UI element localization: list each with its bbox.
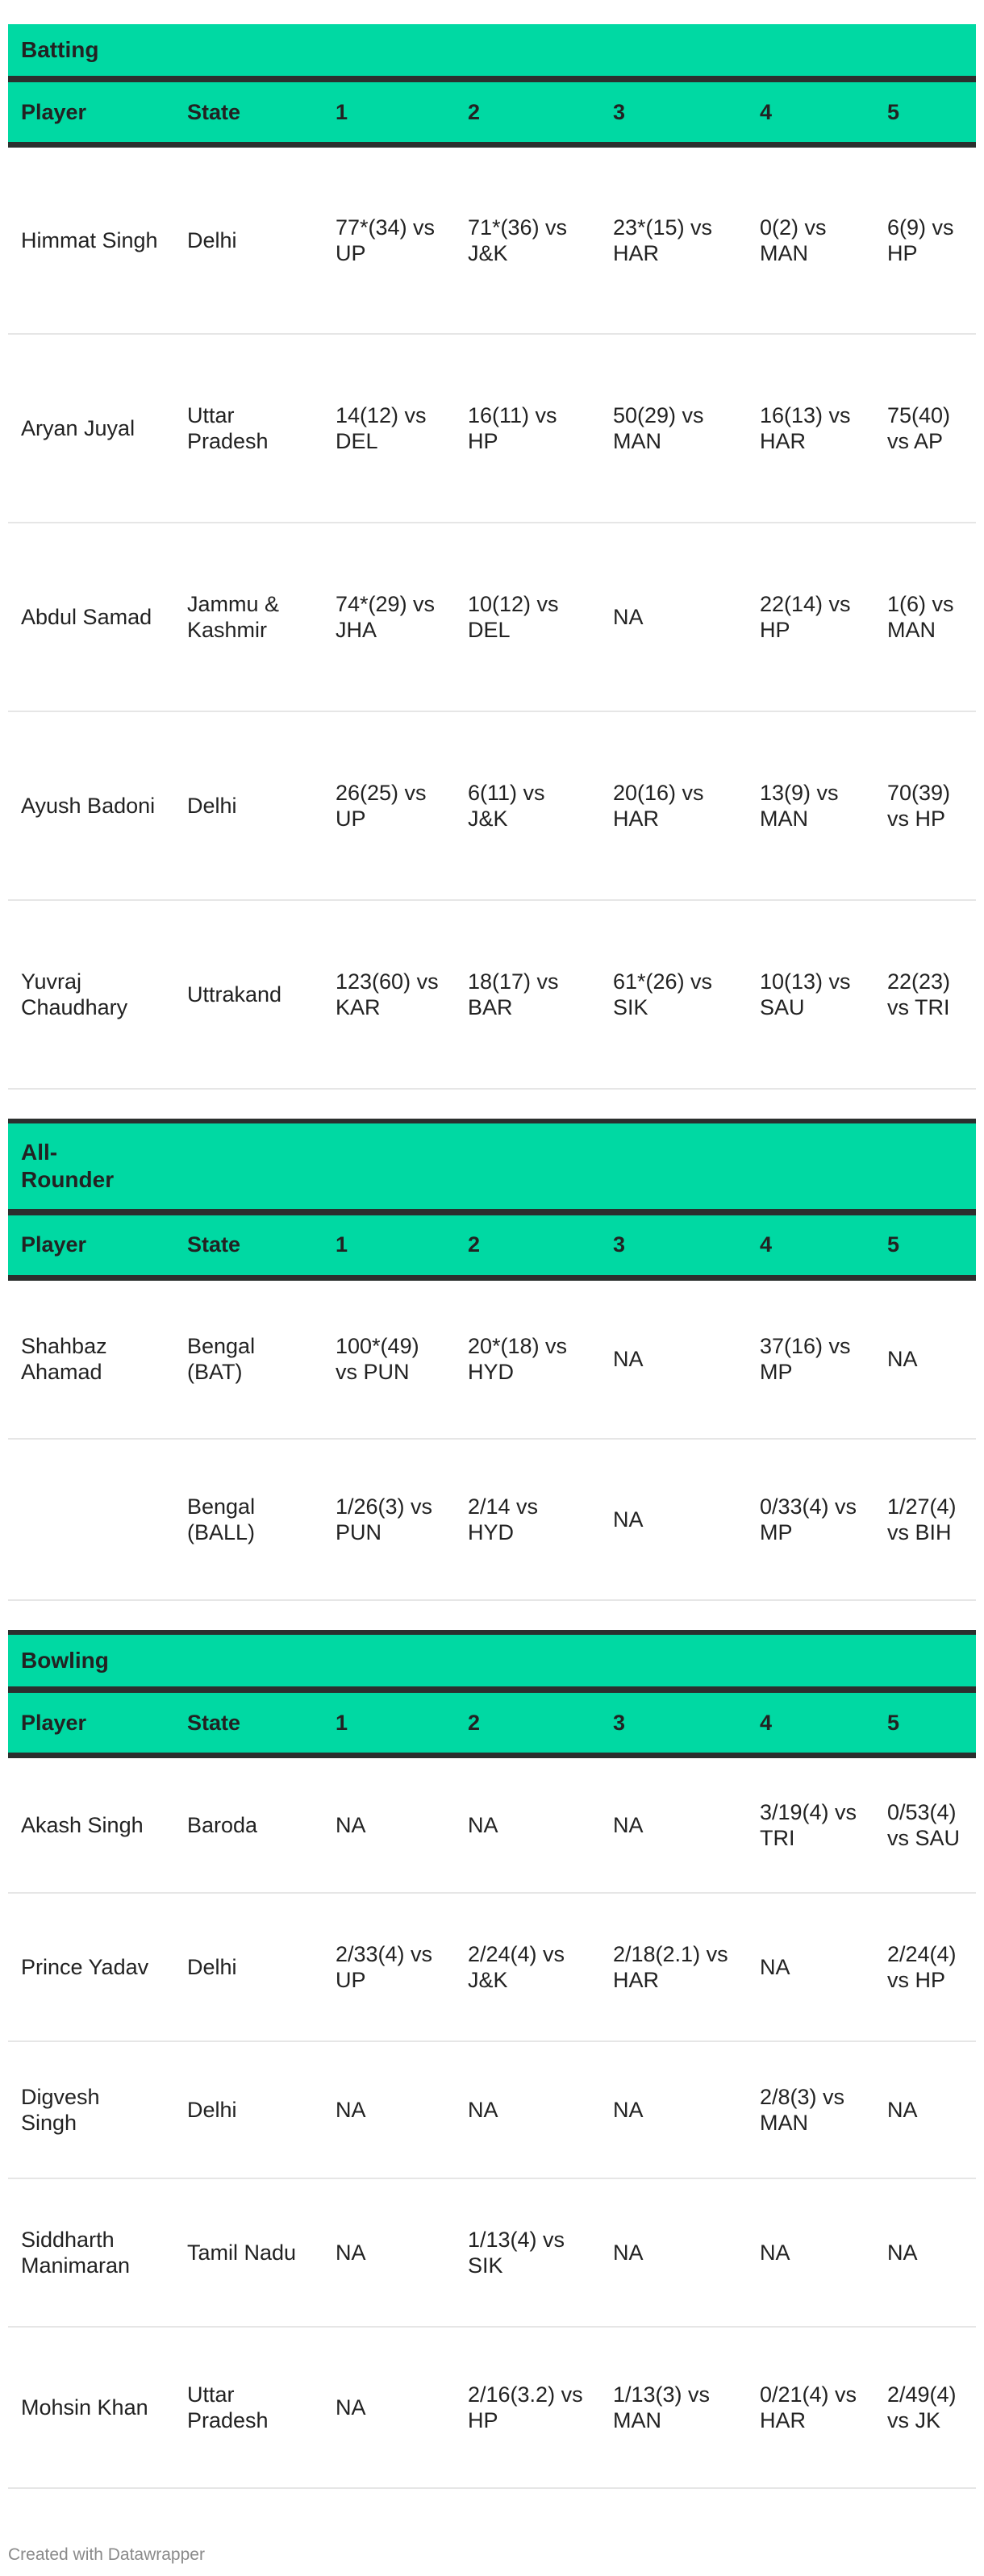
cell-state: Baroda	[174, 1756, 323, 1893]
table-row	[8, 1756, 976, 1893]
column-header-2[interactable]: 2	[455, 1212, 600, 1278]
table-row	[8, 2041, 976, 2178]
cell-match-5: 70(39) vs HP	[874, 711, 976, 900]
allrounder-column-headers	[8, 1212, 976, 1278]
cell-match-5: 2/49(4) vs JK	[874, 2327, 976, 2488]
cell-match-4: 0/33(4) vs MP	[747, 1439, 874, 1600]
cell-match-2: 1/13(4) vs SIK	[455, 2178, 600, 2327]
table-row	[8, 523, 976, 711]
section-gap	[8, 1089, 976, 1121]
cell-match-2: 10(12) vs DEL	[455, 523, 600, 711]
cell-match-2: 2/16(3.2) vs HP	[455, 2327, 600, 2488]
cell-player	[8, 1439, 174, 1600]
table-row	[8, 1893, 976, 2041]
cell-match-1: 123(60) vs KAR	[323, 900, 455, 1089]
cell-match-2: NA	[455, 1756, 600, 1893]
cell-match-4: 37(16) vs MP	[747, 1278, 874, 1439]
allrounder-rows	[8, 1278, 976, 1600]
cell-player: Shahbaz Ahamad	[8, 1278, 174, 1439]
table-row	[8, 1278, 976, 1439]
bowling-column-headers	[8, 1690, 976, 1756]
table-row	[8, 900, 976, 1089]
cell-match-3: NA	[600, 1439, 747, 1600]
column-header-player[interactable]: Player	[8, 79, 174, 145]
cell-match-2: 2/24(4) vs J&K	[455, 1893, 600, 2041]
column-header-3[interactable]: 3	[600, 1212, 747, 1278]
cell-match-3: NA	[600, 2041, 747, 2178]
cell-player: Mohsin Khan	[8, 2327, 174, 2488]
column-header-player[interactable]: Player	[8, 1690, 174, 1756]
cell-match-1: 2/33(4) vs UP	[323, 1893, 455, 2041]
section-gap	[8, 1600, 976, 1632]
column-header-player[interactable]: Player	[8, 1212, 174, 1278]
cell-match-5: 2/24(4) vs HP	[874, 1893, 976, 2041]
cell-match-1: NA	[323, 1756, 455, 1893]
cell-player: Digvesh Singh	[8, 2041, 174, 2178]
column-header-4[interactable]: 4	[747, 79, 874, 145]
bowling-rows	[8, 1756, 976, 2488]
cell-match-5: 22(23) vs TRI	[874, 900, 976, 1089]
cell-state: Delhi	[174, 1893, 323, 2041]
cell-match-4: 2/8(3) vs MAN	[747, 2041, 874, 2178]
cell-state: Uttar Pradesh	[174, 2327, 323, 2488]
cell-match-2: 2/14 vs HYD	[455, 1439, 600, 1600]
column-header-5[interactable]: 5	[874, 1690, 976, 1756]
section-title-allrounder: All-Rounder	[21, 1139, 115, 1192]
cell-match-4: NA	[747, 1893, 874, 2041]
cell-match-4: 22(14) vs HP	[747, 523, 874, 711]
column-header-1[interactable]: 1	[323, 1212, 455, 1278]
cell-match-4: NA	[747, 2178, 874, 2327]
cell-match-3: 20(16) vs HAR	[600, 711, 747, 900]
cell-match-3: 1/13(3) vs MAN	[600, 2327, 747, 2488]
table-row	[8, 2178, 976, 2327]
cell-match-1: 77*(34) vs UP	[323, 145, 455, 334]
cell-match-5: 0/53(4) vs SAU	[874, 1756, 976, 1893]
cell-match-5: NA	[874, 2041, 976, 2178]
section-title-batting: Batting	[8, 24, 976, 79]
column-header-1[interactable]: 1	[323, 1690, 455, 1756]
table-row	[8, 334, 976, 523]
column-header-4[interactable]: 4	[747, 1212, 874, 1278]
datawrapper-credit[interactable]: Created with Datawrapper	[8, 2545, 205, 2564]
table-row	[8, 711, 976, 900]
batting-section-header	[8, 24, 976, 145]
cell-player: Abdul Samad	[8, 523, 174, 711]
cell-match-5: 1(6) vs MAN	[874, 523, 976, 711]
table-row	[8, 1439, 976, 1600]
cell-match-4: 0/21(4) vs HAR	[747, 2327, 874, 2488]
bowling-section-header	[8, 1632, 976, 1756]
cell-match-1: 14(12) vs DEL	[323, 334, 455, 523]
cell-player: Ayush Badoni	[8, 711, 174, 900]
cell-match-5: 6(9) vs HP	[874, 145, 976, 334]
column-header-state[interactable]: State	[174, 1212, 323, 1278]
cell-match-5: 75(40) vs AP	[874, 334, 976, 523]
column-header-1[interactable]: 1	[323, 79, 455, 145]
cell-match-1: 1/26(3) vs PUN	[323, 1439, 455, 1600]
column-header-2[interactable]: 2	[455, 1690, 600, 1756]
column-header-3[interactable]: 3	[600, 79, 747, 145]
column-header-state[interactable]: State	[174, 1690, 323, 1756]
cell-match-5: 1/27(4) vs BIH	[874, 1439, 976, 1600]
cell-state: Tamil Nadu	[174, 2178, 323, 2327]
table-row	[8, 2327, 976, 2488]
cell-match-4: 16(13) vs HAR	[747, 334, 874, 523]
cell-match-3: NA	[600, 1756, 747, 1893]
cell-match-2: 20*(18) vs HYD	[455, 1278, 600, 1439]
cell-match-3: 23*(15) vs HAR	[600, 145, 747, 334]
cell-match-4: 13(9) vs MAN	[747, 711, 874, 900]
cell-player: Yuvraj Chaudhary	[8, 900, 174, 1089]
cell-state: Uttar Pradesh	[174, 334, 323, 523]
section-title-bowling: Bowling	[8, 1632, 976, 1690]
cell-match-5: NA	[874, 1278, 976, 1439]
cell-state: Bengal (BALL)	[174, 1439, 323, 1600]
cell-state: Bengal (BAT)	[174, 1278, 323, 1439]
stats-table-container	[8, 24, 976, 2489]
cell-match-3: 61*(26) vs SIK	[600, 900, 747, 1089]
column-header-5[interactable]: 5	[874, 79, 976, 145]
cell-state: Jammu & Kashmir	[174, 523, 323, 711]
cell-match-2: NA	[455, 2041, 600, 2178]
cell-match-2: 16(11) vs HP	[455, 334, 600, 523]
cell-match-3: 50(29) vs MAN	[600, 334, 747, 523]
cell-match-2: 18(17) vs BAR	[455, 900, 600, 1089]
batting-column-headers	[8, 79, 976, 145]
cell-match-1: NA	[323, 2327, 455, 2488]
player-stats-table	[8, 24, 976, 2489]
cell-match-1: 26(25) vs UP	[323, 711, 455, 900]
column-header-state[interactable]: State	[174, 79, 323, 145]
cell-match-1: NA	[323, 2041, 455, 2178]
cell-match-4: 3/19(4) vs TRI	[747, 1756, 874, 1893]
column-header-2[interactable]: 2	[455, 79, 600, 145]
cell-match-4: 0(2) vs MAN	[747, 145, 874, 334]
cell-player: Prince Yadav	[8, 1893, 174, 2041]
allrounder-section-header	[8, 1121, 976, 1278]
cell-match-2: 6(11) vs J&K	[455, 711, 600, 900]
cell-match-1: 100*(49) vs PUN	[323, 1278, 455, 1439]
cell-player: Aryan Juyal	[8, 334, 174, 523]
cell-state: Delhi	[174, 2041, 323, 2178]
cell-player: Himmat Singh	[8, 145, 174, 334]
cell-match-4: 10(13) vs SAU	[747, 900, 874, 1089]
cell-match-3: NA	[600, 2178, 747, 2327]
cell-match-3: NA	[600, 1278, 747, 1439]
batting-rows	[8, 145, 976, 1089]
cell-match-1: 74*(29) vs JHA	[323, 523, 455, 711]
column-header-5[interactable]: 5	[874, 1212, 976, 1278]
cell-match-2: 71*(36) vs J&K	[455, 145, 600, 334]
cell-match-3: NA	[600, 523, 747, 711]
cell-state: Uttrakand	[174, 900, 323, 1089]
cell-player: Akash Singh	[8, 1756, 174, 1893]
cell-state: Delhi	[174, 711, 323, 900]
column-header-3[interactable]: 3	[600, 1690, 747, 1756]
cell-match-1: NA	[323, 2178, 455, 2327]
column-header-4[interactable]: 4	[747, 1690, 874, 1756]
cell-state: Delhi	[174, 145, 323, 334]
table-row	[8, 145, 976, 334]
cell-match-3: 2/18(2.1) vs HAR	[600, 1893, 747, 2041]
cell-match-5: NA	[874, 2178, 976, 2327]
cell-player: Siddharth Manimaran	[8, 2178, 174, 2327]
